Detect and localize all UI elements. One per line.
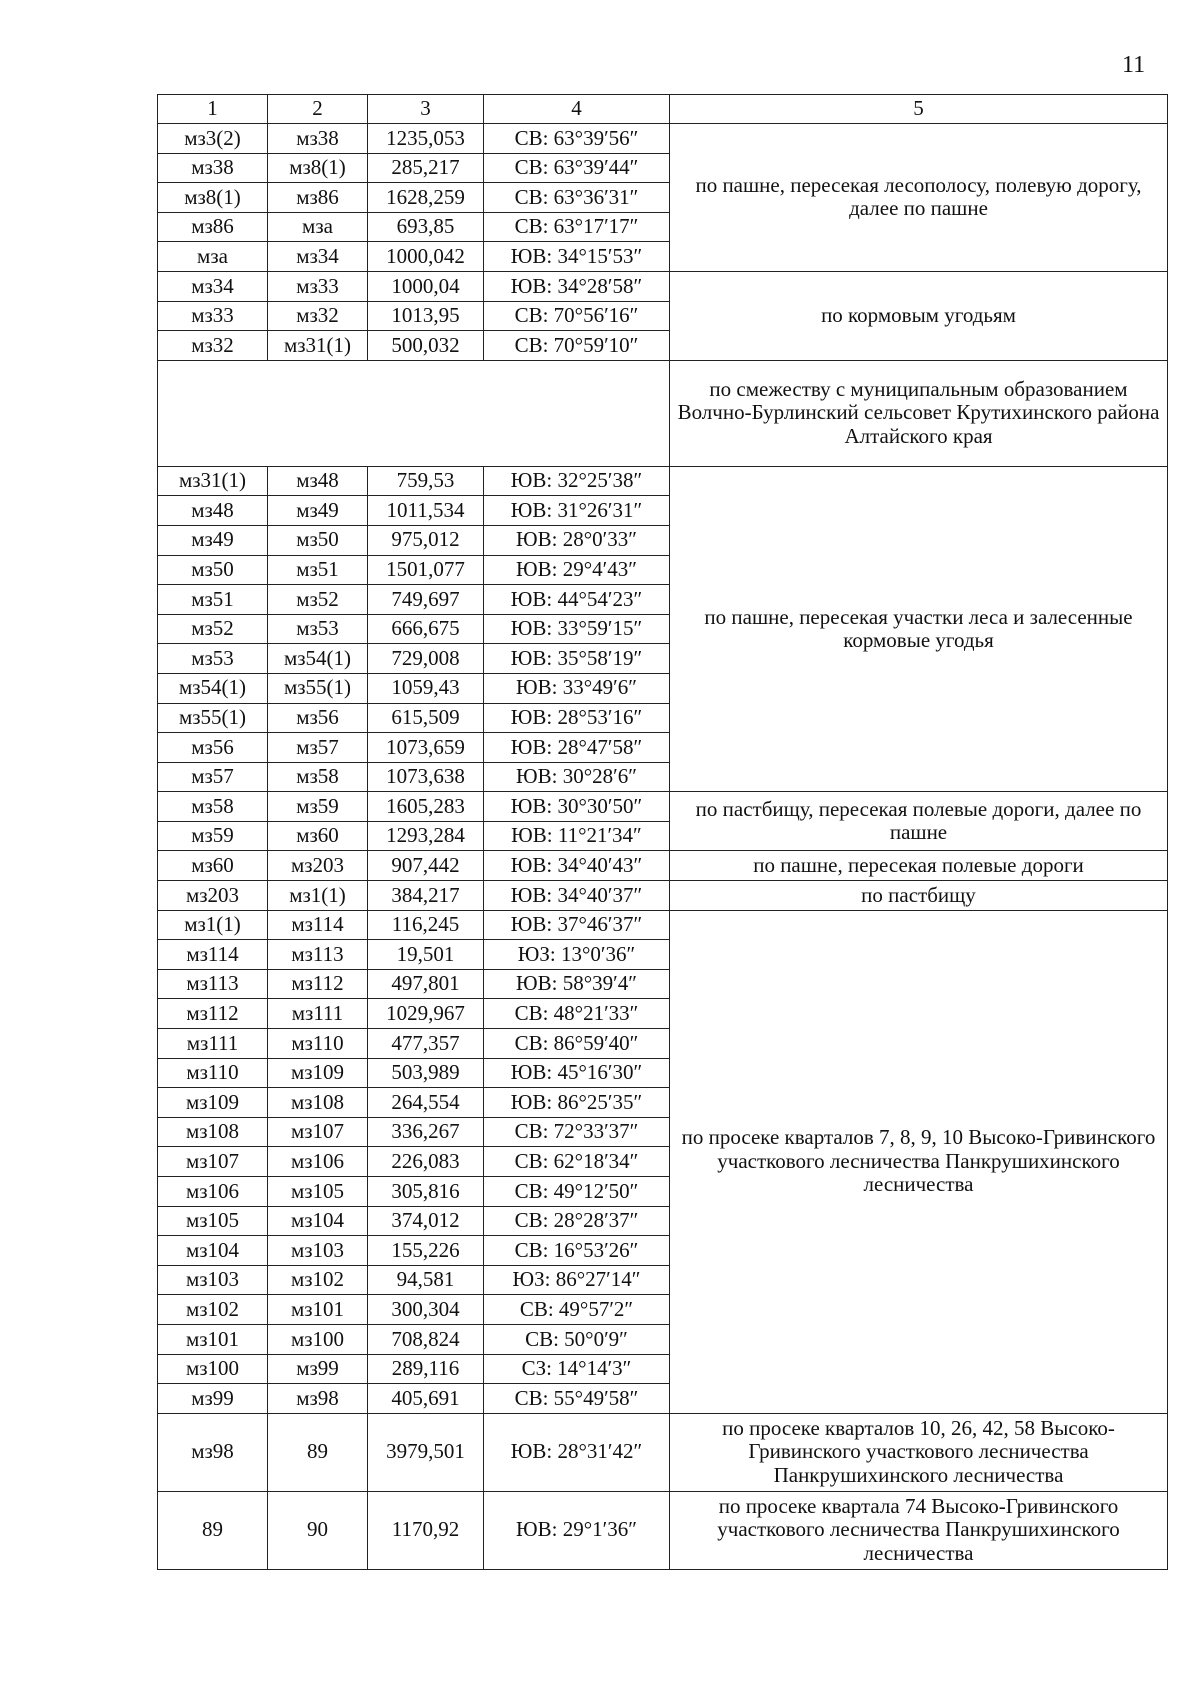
bearing-cell: СВ: 63°39′44″ (484, 153, 670, 183)
bearing-cell: ЮВ: 34°15′53″ (484, 242, 670, 272)
distance-cell: 1059,43 (368, 673, 484, 703)
bearing-cell: ЮВ: 28°31′42″ (484, 1413, 670, 1491)
distance-cell: 264,554 (368, 1088, 484, 1118)
from-point-cell: мза (158, 242, 268, 272)
table-row (158, 792, 1168, 822)
distance-cell: 1000,042 (368, 242, 484, 272)
bearing-cell: ЮВ: 30°28′6″ (484, 762, 670, 792)
bearing-cell: СВ: 16°53′26″ (484, 1236, 670, 1266)
bearing-cell: ЮВ: 58°39′4″ (484, 969, 670, 999)
distance-cell: 500,032 (368, 331, 484, 361)
from-point-cell: мз113 (158, 969, 268, 999)
to-point-cell: мз203 (268, 851, 368, 881)
distance-cell: 503,989 (368, 1058, 484, 1088)
from-point-cell: мз59 (158, 821, 268, 851)
to-point-cell: мз8(1) (268, 153, 368, 183)
from-point-cell: мз86 (158, 212, 268, 242)
distance-cell: 1235,053 (368, 124, 484, 154)
to-point-cell: мз58 (268, 762, 368, 792)
from-point-cell: мз109 (158, 1088, 268, 1118)
distance-cell: 1293,284 (368, 821, 484, 851)
to-point-cell: мз100 (268, 1324, 368, 1354)
from-point-cell: мз38 (158, 153, 268, 183)
to-point-cell: мз114 (268, 910, 368, 940)
from-point-cell: мз112 (158, 999, 268, 1029)
from-point-cell: 89 (158, 1491, 268, 1569)
from-point-cell: мз101 (158, 1324, 268, 1354)
distance-cell: 3979,501 (368, 1413, 484, 1491)
bearing-cell: ЮВ: 45°16′30″ (484, 1058, 670, 1088)
distance-cell: 1170,92 (368, 1491, 484, 1569)
from-point-cell: мз106 (158, 1177, 268, 1207)
distance-cell: 289,116 (368, 1354, 484, 1384)
distance-cell: 405,691 (368, 1384, 484, 1414)
bearing-cell: ЮВ: 35°58′19″ (484, 644, 670, 674)
to-point-cell: мз98 (268, 1384, 368, 1414)
bearing-cell: ЮВ: 86°25′35″ (484, 1088, 670, 1118)
from-point-cell: мз60 (158, 851, 268, 881)
distance-cell: 300,304 (368, 1295, 484, 1325)
to-point-cell: мз33 (268, 271, 368, 301)
header-row (158, 95, 1168, 124)
from-point-cell: мз8(1) (158, 183, 268, 213)
distance-cell: 477,357 (368, 1029, 484, 1059)
header-cell: 4 (484, 95, 670, 124)
to-point-cell: мз52 (268, 585, 368, 615)
from-point-cell: мз98 (158, 1413, 268, 1491)
from-point-cell: мз57 (158, 762, 268, 792)
bearing-cell: ЮВ: 34°28′58″ (484, 271, 670, 301)
to-point-cell: мз105 (268, 1177, 368, 1207)
from-point-cell: мз104 (158, 1236, 268, 1266)
to-point-cell: мз101 (268, 1295, 368, 1325)
description-cell: по просеке кварталов 7, 8, 9, 10 Высоко-Гривинского участкового лесничества Панкрушихинского лесничества (670, 910, 1168, 1413)
header-cell: 2 (268, 95, 368, 124)
distance-cell: 975,012 (368, 525, 484, 555)
table-row (158, 271, 1168, 301)
distance-cell: 693,85 (368, 212, 484, 242)
table-row (158, 1413, 1168, 1491)
description-cell: по пастбищу, пересекая полевые дороги, далее по пашне (670, 792, 1168, 851)
distance-cell: 759,53 (368, 466, 484, 496)
bearing-cell: ЮВ: 31°26′31″ (484, 496, 670, 526)
bearing-cell: ЮЗ: 86°27′14″ (484, 1265, 670, 1295)
bearing-cell: ЮВ: 32°25′38″ (484, 466, 670, 496)
to-point-cell: мз48 (268, 466, 368, 496)
from-point-cell: мз110 (158, 1058, 268, 1088)
bearing-cell: СВ: 63°39′56″ (484, 124, 670, 154)
distance-cell: 155,226 (368, 1236, 484, 1266)
distance-cell: 1011,534 (368, 496, 484, 526)
distance-cell: 374,012 (368, 1206, 484, 1236)
distance-cell: 116,245 (368, 910, 484, 940)
to-point-cell: мз104 (268, 1206, 368, 1236)
from-point-cell: мз99 (158, 1384, 268, 1414)
distance-cell: 907,442 (368, 851, 484, 881)
bearing-cell: ЮВ: 37°46′37″ (484, 910, 670, 940)
from-point-cell: мз103 (158, 1265, 268, 1295)
to-point-cell: мз49 (268, 496, 368, 526)
from-point-cell: мз105 (158, 1206, 268, 1236)
table-row (158, 881, 1168, 911)
to-point-cell: мз103 (268, 1236, 368, 1266)
distance-cell: 1073,659 (368, 733, 484, 763)
distance-cell: 1029,967 (368, 999, 484, 1029)
to-point-cell: 90 (268, 1491, 368, 1569)
table-row (158, 124, 1168, 154)
from-point-cell: мз1(1) (158, 910, 268, 940)
from-point-cell: мз31(1) (158, 466, 268, 496)
distance-cell: 729,008 (368, 644, 484, 674)
distance-cell: 1501,077 (368, 555, 484, 585)
page-number: 11 (1122, 52, 1146, 78)
to-point-cell: мз38 (268, 124, 368, 154)
bearing-cell: СВ: 62°18′34″ (484, 1147, 670, 1177)
distance-cell: 1605,283 (368, 792, 484, 822)
table-row (158, 851, 1168, 881)
table-row (158, 910, 1168, 940)
to-point-cell: мз1(1) (268, 881, 368, 911)
distance-cell: 384,217 (368, 881, 484, 911)
bearing-cell: СВ: 49°12′50″ (484, 1177, 670, 1207)
description-cell: по пашне, пересекая лесополосу, полевую дорогу, далее по пашне (670, 124, 1168, 272)
from-point-cell: мз49 (158, 525, 268, 555)
description-cell: по просеке кварталов 10, 26, 42, 58 Высоко-Гривинского участкового лесничества Панкрушихинского лесничества (670, 1413, 1168, 1491)
bearing-cell: ЮВ: 34°40′43″ (484, 851, 670, 881)
to-point-cell: мз31(1) (268, 331, 368, 361)
to-point-cell: мз53 (268, 614, 368, 644)
from-point-cell: мз50 (158, 555, 268, 585)
bearing-cell: СВ: 72°33′37″ (484, 1117, 670, 1147)
from-point-cell: мз52 (158, 614, 268, 644)
to-point-cell: мз54(1) (268, 644, 368, 674)
to-point-cell: мз34 (268, 242, 368, 272)
distance-cell: 1013,95 (368, 301, 484, 331)
bearing-cell: ЮВ: 33°49′6″ (484, 673, 670, 703)
bearing-cell: ЮВ: 44°54′23″ (484, 585, 670, 615)
bearing-cell: ЮВ: 30°30′50″ (484, 792, 670, 822)
bearing-cell: ЮВ: 29°4′43″ (484, 555, 670, 585)
bearing-cell: СВ: 48°21′33″ (484, 999, 670, 1029)
from-point-cell: мз111 (158, 1029, 268, 1059)
to-point-cell: мз107 (268, 1117, 368, 1147)
to-point-cell: 89 (268, 1413, 368, 1491)
to-point-cell: мз59 (268, 792, 368, 822)
bearing-cell: ЮЗ: 13°0′36″ (484, 940, 670, 970)
bearing-cell: СВ: 63°36′31″ (484, 183, 670, 213)
to-point-cell: мз108 (268, 1088, 368, 1118)
distance-cell: 19,501 (368, 940, 484, 970)
from-point-cell: мз48 (158, 496, 268, 526)
bearing-cell: ЮВ: 34°40′37″ (484, 881, 670, 911)
from-point-cell: мз58 (158, 792, 268, 822)
bearing-cell: ЮВ: 28°0′33″ (484, 525, 670, 555)
distance-cell: 226,083 (368, 1147, 484, 1177)
bearing-cell: ЮВ: 11°21′34″ (484, 821, 670, 851)
from-point-cell: мз51 (158, 585, 268, 615)
from-point-cell: мз32 (158, 331, 268, 361)
description-cell: по пашне, пересекая участки леса и залесенные кормовые угодья (670, 466, 1168, 792)
distance-cell: 94,581 (368, 1265, 484, 1295)
bearing-cell: ЮВ: 29°1′36″ (484, 1491, 670, 1569)
to-point-cell: мз113 (268, 940, 368, 970)
from-point-cell: мз56 (158, 733, 268, 763)
from-point-cell: мз203 (158, 881, 268, 911)
table-row (158, 466, 1168, 496)
to-point-cell: мз109 (268, 1058, 368, 1088)
bearing-cell: СВ: 86°59′40″ (484, 1029, 670, 1059)
bearing-cell: СВ: 55°49′58″ (484, 1384, 670, 1414)
description-cell: по смежеству с муниципальным образованием Волчно-Бурлинский сельсовет Крутихинского района Алтайского края (670, 360, 1168, 466)
to-point-cell: мз57 (268, 733, 368, 763)
to-point-cell: мз112 (268, 969, 368, 999)
from-point-cell: мз53 (158, 644, 268, 674)
to-point-cell: мз50 (268, 525, 368, 555)
bearing-cell: СВ: 28°28′37″ (484, 1206, 670, 1236)
bearing-cell: ЮВ: 28°53′16″ (484, 703, 670, 733)
to-point-cell: мз111 (268, 999, 368, 1029)
to-point-cell: мз51 (268, 555, 368, 585)
from-point-cell: мз34 (158, 271, 268, 301)
to-point-cell: мз110 (268, 1029, 368, 1059)
to-point-cell: мз99 (268, 1354, 368, 1384)
bearing-cell: ЮВ: 33°59′15″ (484, 614, 670, 644)
to-point-cell: мз55(1) (268, 673, 368, 703)
bearing-cell: СВ: 50°0′9″ (484, 1324, 670, 1354)
description-cell: по кормовым угодьям (670, 271, 1168, 360)
bearing-cell: СВ: 63°17′17″ (484, 212, 670, 242)
distance-cell: 1628,259 (368, 183, 484, 213)
bearing-cell: СВ: 49°57′2″ (484, 1295, 670, 1325)
to-point-cell: мз56 (268, 703, 368, 733)
to-point-cell: мз60 (268, 821, 368, 851)
to-point-cell: мз32 (268, 301, 368, 331)
distance-cell: 666,675 (368, 614, 484, 644)
description-cell: по просеке квартала 74 Высоко-Гривинского участкового лесничества Панкрушихинского лесничества (670, 1491, 1168, 1569)
bearing-cell: СВ: 70°56′16″ (484, 301, 670, 331)
distance-cell: 1000,04 (368, 271, 484, 301)
from-point-cell: мз100 (158, 1354, 268, 1384)
distance-cell: 285,217 (368, 153, 484, 183)
distance-cell: 749,697 (368, 585, 484, 615)
header-cell: 3 (368, 95, 484, 124)
boundary-table (157, 94, 1168, 1570)
from-point-cell: мз102 (158, 1295, 268, 1325)
empty-merged-cell (158, 360, 670, 466)
bearing-cell: СЗ: 14°14′3″ (484, 1354, 670, 1384)
from-point-cell: мз114 (158, 940, 268, 970)
to-point-cell: мз86 (268, 183, 368, 213)
to-point-cell: мз106 (268, 1147, 368, 1177)
header-cell: 1 (158, 95, 268, 124)
to-point-cell: мза (268, 212, 368, 242)
bearing-cell: СВ: 70°59′10″ (484, 331, 670, 361)
distance-cell: 336,267 (368, 1117, 484, 1147)
from-point-cell: мз33 (158, 301, 268, 331)
description-cell: по пастбищу (670, 881, 1168, 911)
from-point-cell: мз107 (158, 1147, 268, 1177)
distance-cell: 708,824 (368, 1324, 484, 1354)
to-point-cell: мз102 (268, 1265, 368, 1295)
from-point-cell: мз54(1) (158, 673, 268, 703)
bearing-cell: ЮВ: 28°47′58″ (484, 733, 670, 763)
adjacency-row (158, 360, 1168, 466)
from-point-cell: мз3(2) (158, 124, 268, 154)
distance-cell: 1073,638 (368, 762, 484, 792)
table-row (158, 1491, 1168, 1569)
distance-cell: 497,801 (368, 969, 484, 999)
from-point-cell: мз108 (158, 1117, 268, 1147)
distance-cell: 305,816 (368, 1177, 484, 1207)
distance-cell: 615,509 (368, 703, 484, 733)
header-cell: 5 (670, 95, 1168, 124)
description-cell: по пашне, пересекая полевые дороги (670, 851, 1168, 881)
from-point-cell: мз55(1) (158, 703, 268, 733)
